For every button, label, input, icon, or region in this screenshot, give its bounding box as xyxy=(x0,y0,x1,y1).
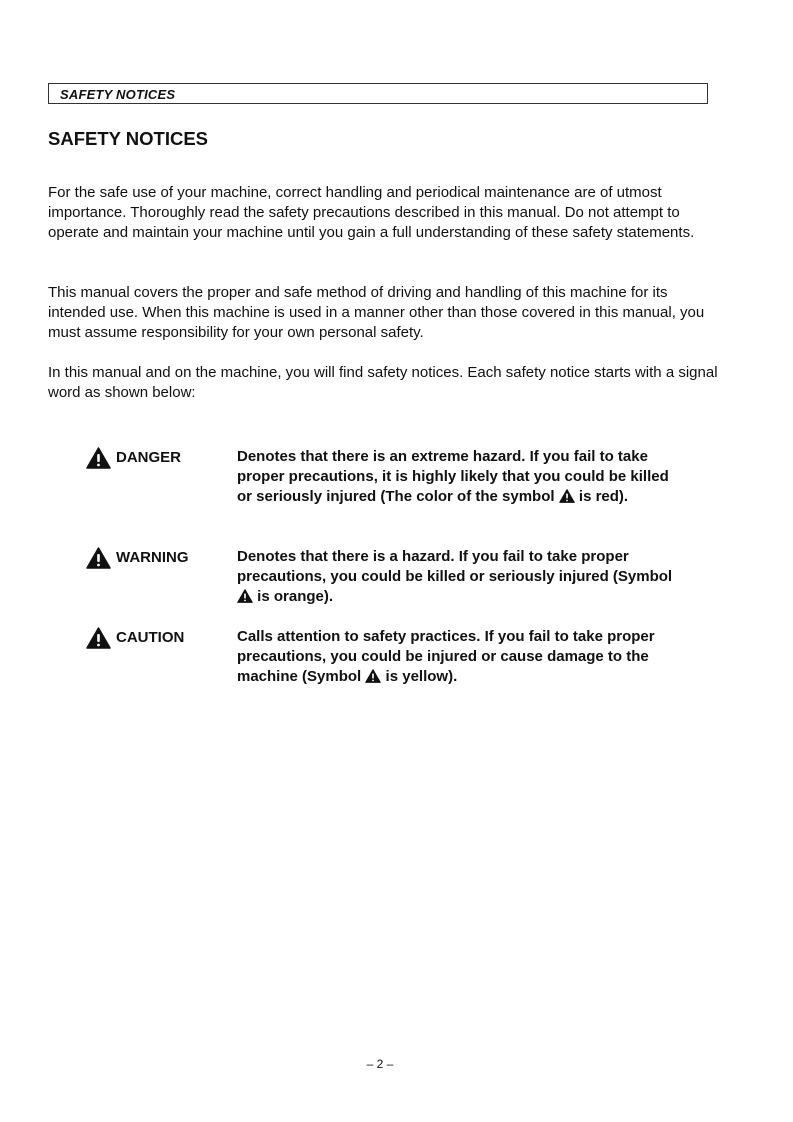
warning-triangle-icon xyxy=(365,669,381,683)
section-header-label: SAFETY NOTICES xyxy=(60,87,176,102)
warning-label xyxy=(86,547,189,569)
warning-triangle-icon xyxy=(86,447,111,469)
warning-triangle-icon xyxy=(559,489,575,503)
warning-triangle-icon xyxy=(86,627,111,649)
warning-triangle-icon xyxy=(86,547,111,569)
danger-label-text: DANGER xyxy=(116,449,182,466)
warning-label-text: WARNING xyxy=(116,549,189,566)
warning-triangle-icon xyxy=(237,589,253,603)
caution-label xyxy=(86,627,184,649)
signal-word-paragraph: In this manual and on the machine, you will find safety notices. Each safety notice starts with a signal word as shown below: xyxy=(48,364,718,401)
section-header-box xyxy=(48,83,708,104)
intro-paragraph: For the safe use of your machine, correct handling and periodical maintenance are of utmost importance. Thoroughly read the safety precautions described in this manual. Do not attempt to operate and maintain your machine until you gain a full understanding of these safety statements. xyxy=(48,184,695,241)
caution-label-text: CAUTION xyxy=(116,629,185,646)
page-title: SAFETY NOTICES xyxy=(48,128,209,149)
page-number: – 2 – xyxy=(366,1057,394,1071)
scope-paragraph: This manual covers the proper and safe method of driving and handling of this machine for its intended use. When this machine is used in a manner other than those covered in this manual, you must assume responsibility for your own personal safety. xyxy=(48,284,705,341)
danger-description: Denotes that there is an extreme hazard. If you fail to take proper precautions, it is highly likely that you could be killed or seriously injured (The color of the symbol is red). xyxy=(237,448,669,505)
danger-label xyxy=(86,447,181,469)
warning-description: Denotes that there is a hazard. If you fail to take proper precautions, you could be killed or seriously injured (Symbol is orange). xyxy=(237,548,673,605)
caution-description: Calls attention to safety practices. If you fail to take proper precautions, you could be injured or cause damage to the machine (Symbol is yellow). xyxy=(237,628,655,685)
